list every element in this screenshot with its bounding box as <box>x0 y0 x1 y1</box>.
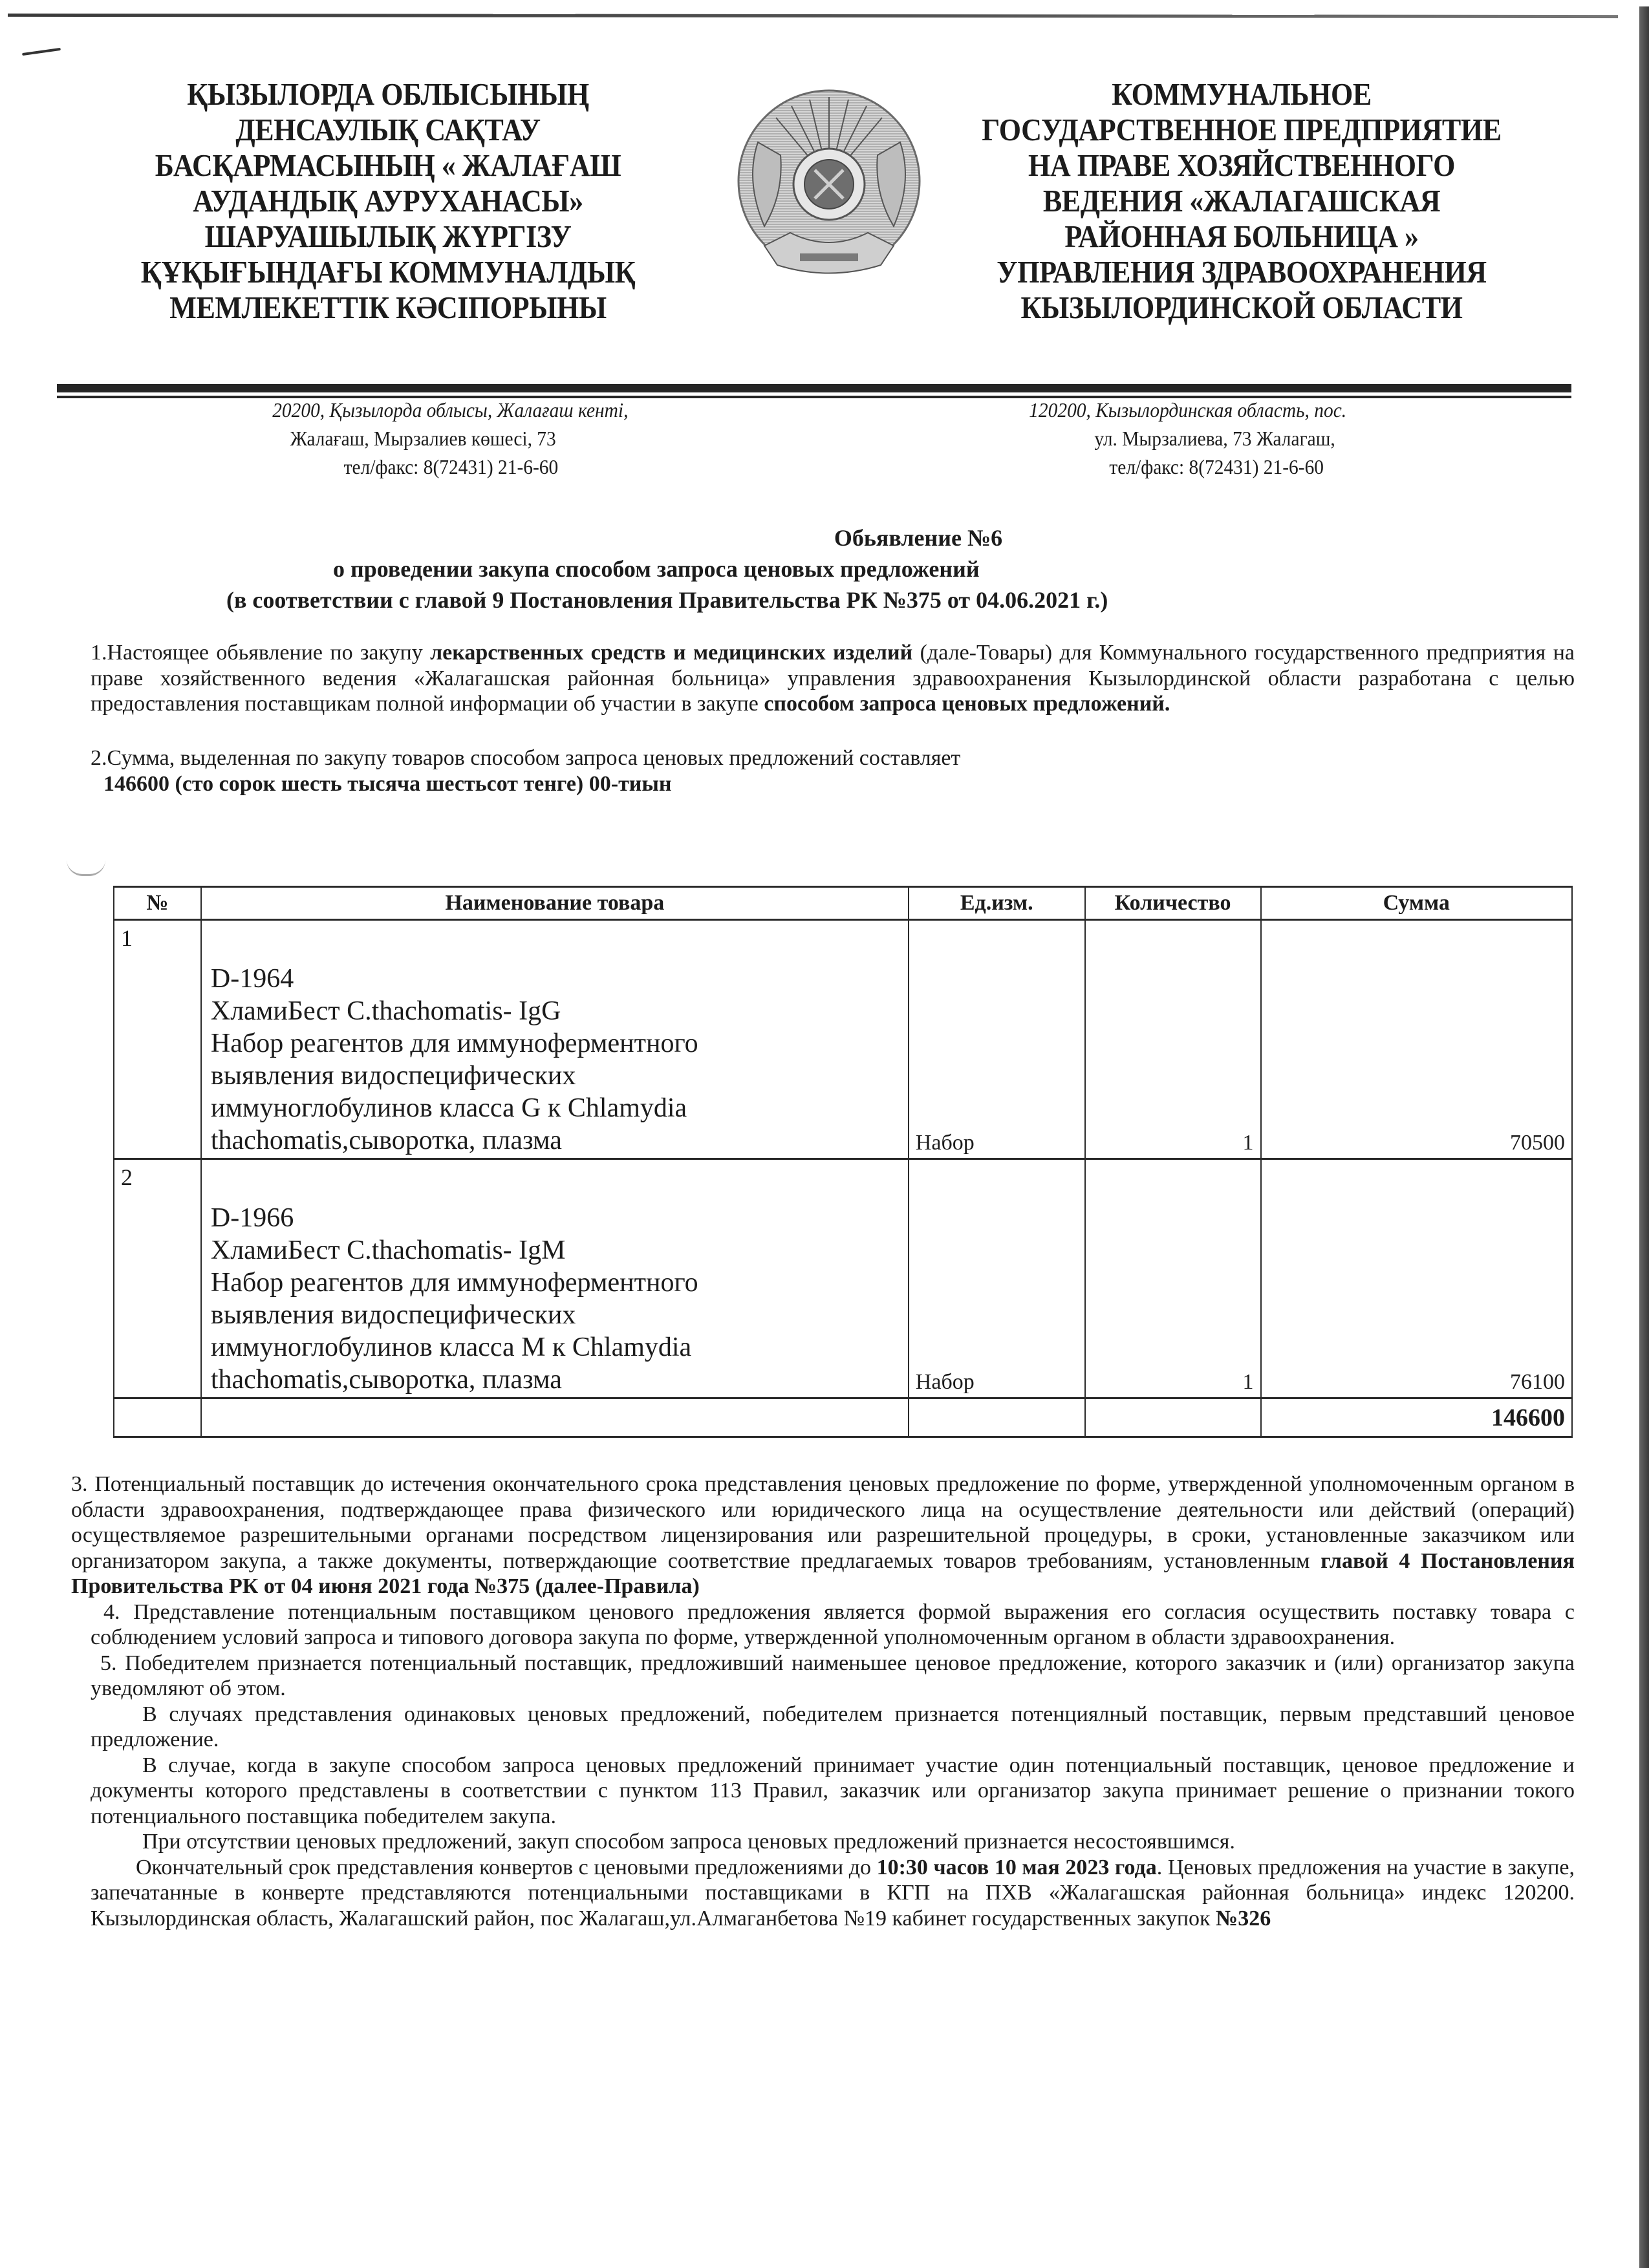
empty-cell <box>909 1398 1085 1437</box>
column-header-name: Наименование товара <box>201 887 909 920</box>
scan-edge-right <box>1639 6 1649 2268</box>
phone-fax: тел/факс: 8(72431) 21-6-60 <box>343 455 559 478</box>
header-line: КОММУНАЛЬНОЕ <box>1112 76 1372 112</box>
header-line: ҚҰҚЫҒЫНДАҒЫ КОММУНАЛДЫҚ <box>140 254 636 290</box>
title-subject: о проведении закупа способом запроса ценовых предложений <box>333 556 980 582</box>
row-number: 1 <box>114 920 201 1159</box>
text: 1.Настоящее обьявление по закупу <box>91 641 431 665</box>
header-line: РАЙОННАЯ БОЛЬНИЦА » <box>1064 219 1419 254</box>
header-line: ҚЫЗЫЛОРДА ОБЛЫСЫНЫҢ <box>187 76 589 112</box>
pen-mark <box>22 48 61 56</box>
item-name-line: иммуноглобулинов класса M к Chlamydia <box>210 1332 692 1362</box>
item-name-line: выявления видоспецифических <box>210 1061 576 1091</box>
section-4: 4. Представление потенциальным поставщиком ценового предложения является формой выражения его согласия осуществить поставку товара с соблюдением условий запроса и типового договора закупа по форме, утвержденной уполномоченным органом в области здравоохранения. <box>91 1599 1575 1649</box>
header-line: МЕМЛЕКЕТТІК КӘСІПОРЫНЫ <box>169 290 607 325</box>
empty-cell <box>201 1398 909 1437</box>
phone-fax: тел/факс: 8(72431) 21-6-60 <box>1109 455 1324 478</box>
empty-cell <box>114 1398 201 1437</box>
header-line: НА ПРАВЕ ХОЗЯЙСТВЕННОГО <box>1028 147 1456 183</box>
text: . Ценовых предложения на участие в закупе, запечатанные в конверте представляются потенциальными поставщиками в КГП на ПХВ «Жалагашская районная больница» индекс 120200. Кызылординская область, Жалагашский район, пос Жалагаш,ул.Алмаганбетова №19 кабинет государственных закупок <box>91 1855 1575 1931</box>
goods-table <box>113 886 1573 1438</box>
paragraph-no-offers: При отсутствии ценовых предложений, закуп способом запроса ценовых предложений признается несостоявшимся. <box>142 1830 1235 1854</box>
header-line: КЫЗЫЛОРДИНСКОЙ ОБЛАСТИ <box>1020 290 1463 325</box>
deadline-datetime: 10:30 часов 10 мая 2023 года <box>876 1855 1157 1879</box>
header-line: БАСҚАРМАСЫНЫҢ « ЖАЛАҒАШ <box>155 147 621 183</box>
item-name-line: thachomatis,сыворотка, плазма <box>210 1365 562 1395</box>
item-quantity: 1 <box>1085 920 1261 1159</box>
column-header-unit: Ед.изм. <box>909 887 1085 920</box>
scan-edge-top <box>8 14 1618 18</box>
header-line: ДЕНСАУЛЫҚ САҚТАУ <box>235 112 541 147</box>
title-legal-basis: (в соответствии с главой 9 Постановления Правительства РК №375 от 04.06.2021 г.) <box>226 587 1108 613</box>
legal-reference: главой 4 Постановления Провительства РК от 04 июня 2021 года №375 (далее-Правила) <box>71 1548 1575 1598</box>
item-name <box>201 920 909 1159</box>
section-3 <box>71 1471 1575 1599</box>
item-name-line: Набор реагентов для иммуноферментного <box>210 1268 698 1298</box>
header-line: АУДАНДЫҚ АУРУХАНАСЫ» <box>193 183 583 219</box>
empty-cell <box>1085 1398 1261 1437</box>
column-header-number: № <box>114 887 201 920</box>
item-name-line: ХламиБест C.thachomatis- IgM <box>210 1236 566 1265</box>
item-name-line: Набор реагентов для иммуноферментного <box>210 1029 698 1058</box>
header-line: ГОСУДАРСТВЕННОЕ ПРЕДПРИЯТИЕ <box>982 112 1502 147</box>
goods-type: лекарственных средств и медицинских изделий <box>430 641 913 665</box>
state-emblem-icon <box>719 84 939 297</box>
item-sum: 70500 <box>1261 920 1572 1159</box>
address-line: 120200, Кызылординская область, пос. <box>1029 398 1347 422</box>
allocated-amount: 146600 (сто сорок шесть тысяча шестьсот тенге) 00-тиын <box>103 771 672 796</box>
item-unit: Набор <box>909 1159 1085 1398</box>
item-name-line: иммуноглобулинов класса G к Chlamydia <box>210 1093 687 1123</box>
title-number: Обьявление №6 <box>834 525 1003 551</box>
item-name-line: ХламиБест C.thachomatis- IgG <box>210 996 561 1026</box>
section-1 <box>91 640 1575 717</box>
text: Окончательный срок представления конвертов с ценовыми предложениями до <box>136 1855 877 1879</box>
address-russian <box>1023 396 1499 481</box>
pen-mark-checkmark <box>67 860 105 876</box>
section-2 <box>91 745 1575 797</box>
office-number: №326 <box>1216 1906 1271 1931</box>
text: (дале-Товары) для Коммунального государственного предприятия на праве хозяйственного ведения «Жалагашская районная больница» управления здравоохранения Кызылординской области разработана с целью предоставления поставщикам полной информации об участии в закупе <box>91 641 1575 716</box>
item-name <box>201 1159 909 1398</box>
paragraph-equal-offers: В случаях представления одинаковых ценовых предложений, победителем признается потенциялный поставщик, первым представший ценовое предложение. <box>91 1702 1575 1751</box>
text: 3. Потенциальный поставщик до истечения окончательного срока представления ценовых предложение по форме, утвержденной уполномоченным органом в области здравоохранения, подтверждающее права физического или юридического лица на осуществление деятельности или действий (операций) осуществляемое разрешительными органами посредством лицензирования или разрешительной процедуры, в сроки, установленные заказчиком или организатором закупа, а также документы, потверждающие соответствие предлагаемых товаров требованиям, установленным <box>71 1472 1575 1573</box>
address-line: Жалағаш, Мырзалиев көшесі, 73 <box>290 427 556 450</box>
column-header-sum: Сумма <box>1261 887 1572 920</box>
column-header-quantity: Количество <box>1085 887 1261 920</box>
total-sum: 146600 <box>1261 1398 1572 1437</box>
header-kazakh-org-name <box>126 76 650 325</box>
sections-3-to-5 <box>71 1471 1575 1931</box>
paragraph-deadline <box>91 1855 1575 1932</box>
section-5: 5. Победителем признается потенциальный поставщик, предложивший наименьшее ценовое предложение, которого заказчик и (или) организатор закупа уведомляют об этом. <box>91 1651 1575 1700</box>
table-row <box>114 920 1572 1159</box>
address-line: 20200, Қызылорда облысы, Жалағаш кенті, <box>272 398 629 422</box>
header-line: ВЕДЕНИЯ «ЖАЛАГАШСКАЯ <box>1042 183 1441 219</box>
address-kazakh <box>266 396 742 481</box>
item-quantity: 1 <box>1085 1159 1261 1398</box>
paragraph-single-supplier: В случае, когда в закупе способом запроса ценовых предложений принимает участие один потенциальный поставщик, ценовое предложение и документы которого представлены в соответствии с пунктом 113 Правил, заказчик или организатор закупа принимает решение о признании токого потенциального поставщика победителем закупа. <box>91 1753 1575 1828</box>
item-code: D-1966 <box>210 1203 294 1233</box>
procurement-method: способом запроса ценовых предложений. <box>764 692 1170 716</box>
table-total-row <box>114 1398 1572 1437</box>
table-header-row <box>114 887 1572 920</box>
item-sum: 76100 <box>1261 1159 1572 1398</box>
text: 2.Сумма, выделенная по закупу товаров способом запроса ценовых предложений составляет <box>91 746 961 770</box>
header-line: УПРАВЛЕНИЯ ЗДРАВООХРАНЕНИЯ <box>997 254 1487 290</box>
item-name-line: thachomatis,сыворотка, плазма <box>210 1126 562 1155</box>
item-unit: Набор <box>909 920 1085 1159</box>
header-line: ШАРУАШЫЛЫҚ ЖҮРГІЗУ <box>204 219 572 254</box>
item-code: D-1964 <box>210 964 294 994</box>
header-russian-org-name <box>980 76 1503 325</box>
item-name-line: выявления видоспецифических <box>210 1300 576 1330</box>
address-line: ул. Мырзалиева, 73 Жалагаш, <box>1094 427 1335 450</box>
header-divider-thick <box>57 384 1571 392</box>
table-row <box>114 1159 1572 1398</box>
announcement-title <box>65 522 1578 615</box>
row-number: 2 <box>114 1159 201 1398</box>
